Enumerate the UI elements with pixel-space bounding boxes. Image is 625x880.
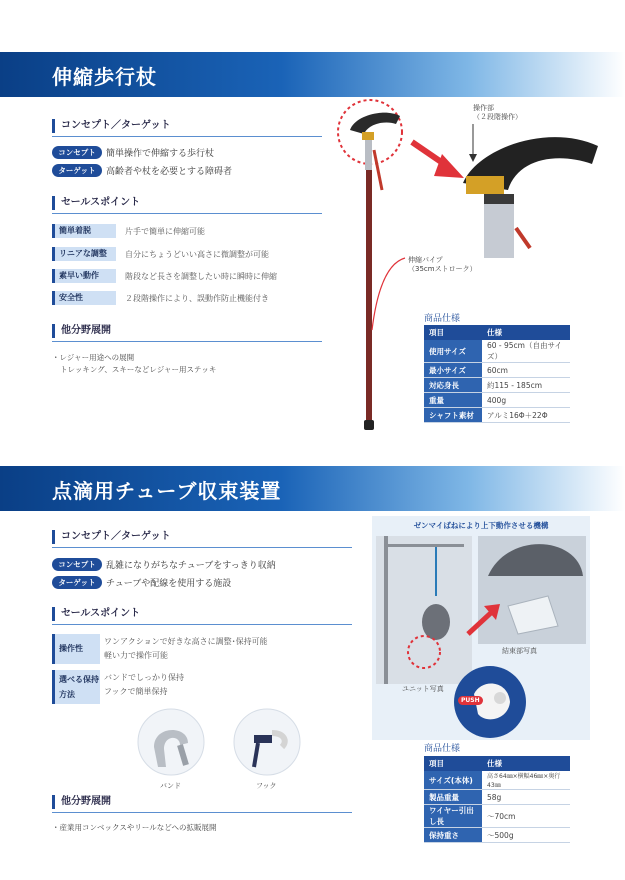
s1-sales-header: セールスポイント	[52, 196, 140, 210]
s2-other-header: 他分野展開	[52, 795, 111, 809]
spec-key: 使用サイズ	[424, 340, 482, 363]
push-badge: PUSH	[458, 696, 483, 705]
arrow	[464, 602, 504, 638]
table-row	[424, 393, 570, 408]
s2-sales-header: セールスポイント	[52, 607, 140, 621]
spec-key: 最小サイズ	[424, 363, 482, 378]
spec-value: 60cm	[482, 363, 570, 378]
concept-tag: コンセプト	[52, 146, 102, 159]
sales-text: 片手で簡単に伸縮可能	[125, 227, 205, 236]
handle-collar	[484, 194, 514, 204]
spec-value: ～500g	[482, 828, 570, 843]
cane-tip	[364, 420, 374, 430]
concept-text: 簡単操作で伸縮する歩行杖	[106, 149, 215, 159]
s1-concept-header: コンセプト／ターゲット	[52, 119, 171, 133]
sales-label: 安全性	[52, 291, 116, 305]
spec-value: 60 - 95cm（自由サイズ）	[482, 340, 570, 363]
s2-concept-header: コンセプト／ターゲット	[52, 530, 171, 544]
strap-clip	[516, 228, 530, 248]
band-illustration	[136, 707, 206, 777]
spec-value: 400g	[482, 393, 570, 408]
col-header: 仕様	[482, 756, 570, 771]
spec-value: 約115 - 185cm	[482, 378, 570, 393]
spec-value: 58g	[482, 790, 570, 805]
spec-value: アルミ16Φ＋22Φ	[482, 408, 570, 423]
sales-label: 操作性	[52, 634, 100, 664]
hook-caption: フック	[256, 782, 277, 790]
target-tag: ターゲット	[52, 576, 102, 589]
handle-button	[466, 176, 504, 194]
s1-other-header: 他分野展開	[52, 324, 111, 338]
col-header: 項目	[424, 325, 482, 340]
table-row	[424, 340, 570, 363]
sales-text: ２段階操作により、誤動作防止機能付き	[125, 294, 269, 303]
divider	[52, 547, 352, 548]
s2-spec-table	[424, 756, 570, 843]
table-header-row	[424, 325, 570, 340]
table-row	[424, 378, 570, 393]
spec-key: ワイヤー引出し長	[424, 805, 482, 828]
sales-text: 階段など長さを調整したい時に瞬時に伸縮	[125, 272, 277, 281]
other-line: ・レジャー用途への展開	[52, 353, 135, 362]
table-row	[424, 828, 570, 843]
unit-caption: ユニット写真	[402, 685, 444, 693]
hook-illustration	[232, 707, 302, 777]
spec-value: ～70cm	[482, 805, 570, 828]
other-line: ・産業用コンベックスやリールなどへの拡販展開	[52, 823, 217, 832]
table-row	[424, 790, 570, 805]
spec-key: サイズ(本体)	[424, 771, 482, 790]
spec-key: 製品重量	[424, 790, 482, 805]
divider	[52, 624, 352, 625]
spec-key: 重量	[424, 393, 482, 408]
callout-line: （２段階操作）	[473, 113, 522, 121]
target-text: チューブや配線を使用する施設	[106, 579, 232, 589]
sales-text: ワンアクションで好きな高さに調整･保持可能	[104, 637, 268, 646]
bind-caption: 結束部写真	[502, 647, 537, 655]
divider	[52, 341, 322, 342]
col-header: 項目	[424, 756, 482, 771]
band-caption: バンド	[160, 782, 181, 790]
target-tag: ターゲット	[52, 164, 102, 177]
sales-text: 自分にちょうどいい高さに微調整が可能	[125, 250, 269, 259]
sales-text: 軽い力で操作可能	[104, 651, 168, 660]
table-header-row	[424, 756, 570, 771]
section2-title: 点滴用チューブ収束装置	[52, 479, 282, 503]
mechanism-title: ゼンマイばねにより上下動作させる機構	[413, 521, 549, 530]
spec-key: 対応身長	[424, 378, 482, 393]
mechanism-panel	[372, 516, 590, 740]
cane-upper-shaft	[365, 140, 372, 170]
col-header: 仕様	[482, 325, 570, 340]
s1-spec-table	[424, 325, 570, 423]
unit-photo	[376, 536, 472, 684]
s2-spec-title: 商品仕様	[424, 744, 461, 754]
s1-spec-title: 商品仕様	[424, 314, 461, 324]
sales-text: フックで簡単保持	[104, 687, 168, 696]
pipe-pointer	[372, 258, 405, 330]
wrist-strap	[374, 150, 382, 190]
spec-key: シャフト素材	[424, 408, 482, 423]
spec-key: 保持重さ	[424, 828, 482, 843]
spec-value: 高さ64㎜×横幅46㎜×奥行43㎜	[482, 771, 570, 790]
cane-shaft	[366, 170, 372, 420]
divider	[52, 213, 322, 214]
sales-label: 簡単着脱	[52, 224, 116, 238]
sales-text: バンドでしっかり保持	[104, 673, 184, 682]
sales-label: 選べる保持方法	[52, 670, 100, 704]
section2-banner	[0, 466, 625, 511]
table-row	[424, 408, 570, 423]
divider	[52, 812, 352, 813]
sales-label: 素早い動作	[52, 269, 116, 283]
sales-label: リニアな調整	[52, 247, 116, 261]
cane-handle	[350, 113, 400, 134]
concept-tag: コンセプト	[52, 558, 102, 571]
table-row	[424, 771, 570, 790]
concept-text: 乱雑になりがちなチューブをすっきり収納	[106, 561, 276, 571]
callout-operation	[473, 104, 522, 122]
table-row	[424, 805, 570, 828]
divider	[52, 136, 322, 137]
callout-pipe	[408, 256, 477, 274]
cane-collar	[362, 132, 374, 140]
callout-line: 操作部	[473, 104, 494, 112]
other-line: トレッキング、スキーなどレジャー用ステッキ	[60, 365, 217, 374]
callout-line: 伸縮パイプ	[408, 256, 443, 264]
handle-closeup	[458, 128, 608, 258]
callout-arrow	[468, 124, 478, 164]
callout-line: （35cmストローク）	[408, 265, 477, 273]
table-row	[424, 363, 570, 378]
target-text: 高齢者や杖を必要とする障碍者	[106, 167, 233, 177]
section1-title: 伸縮歩行杖	[52, 65, 157, 89]
